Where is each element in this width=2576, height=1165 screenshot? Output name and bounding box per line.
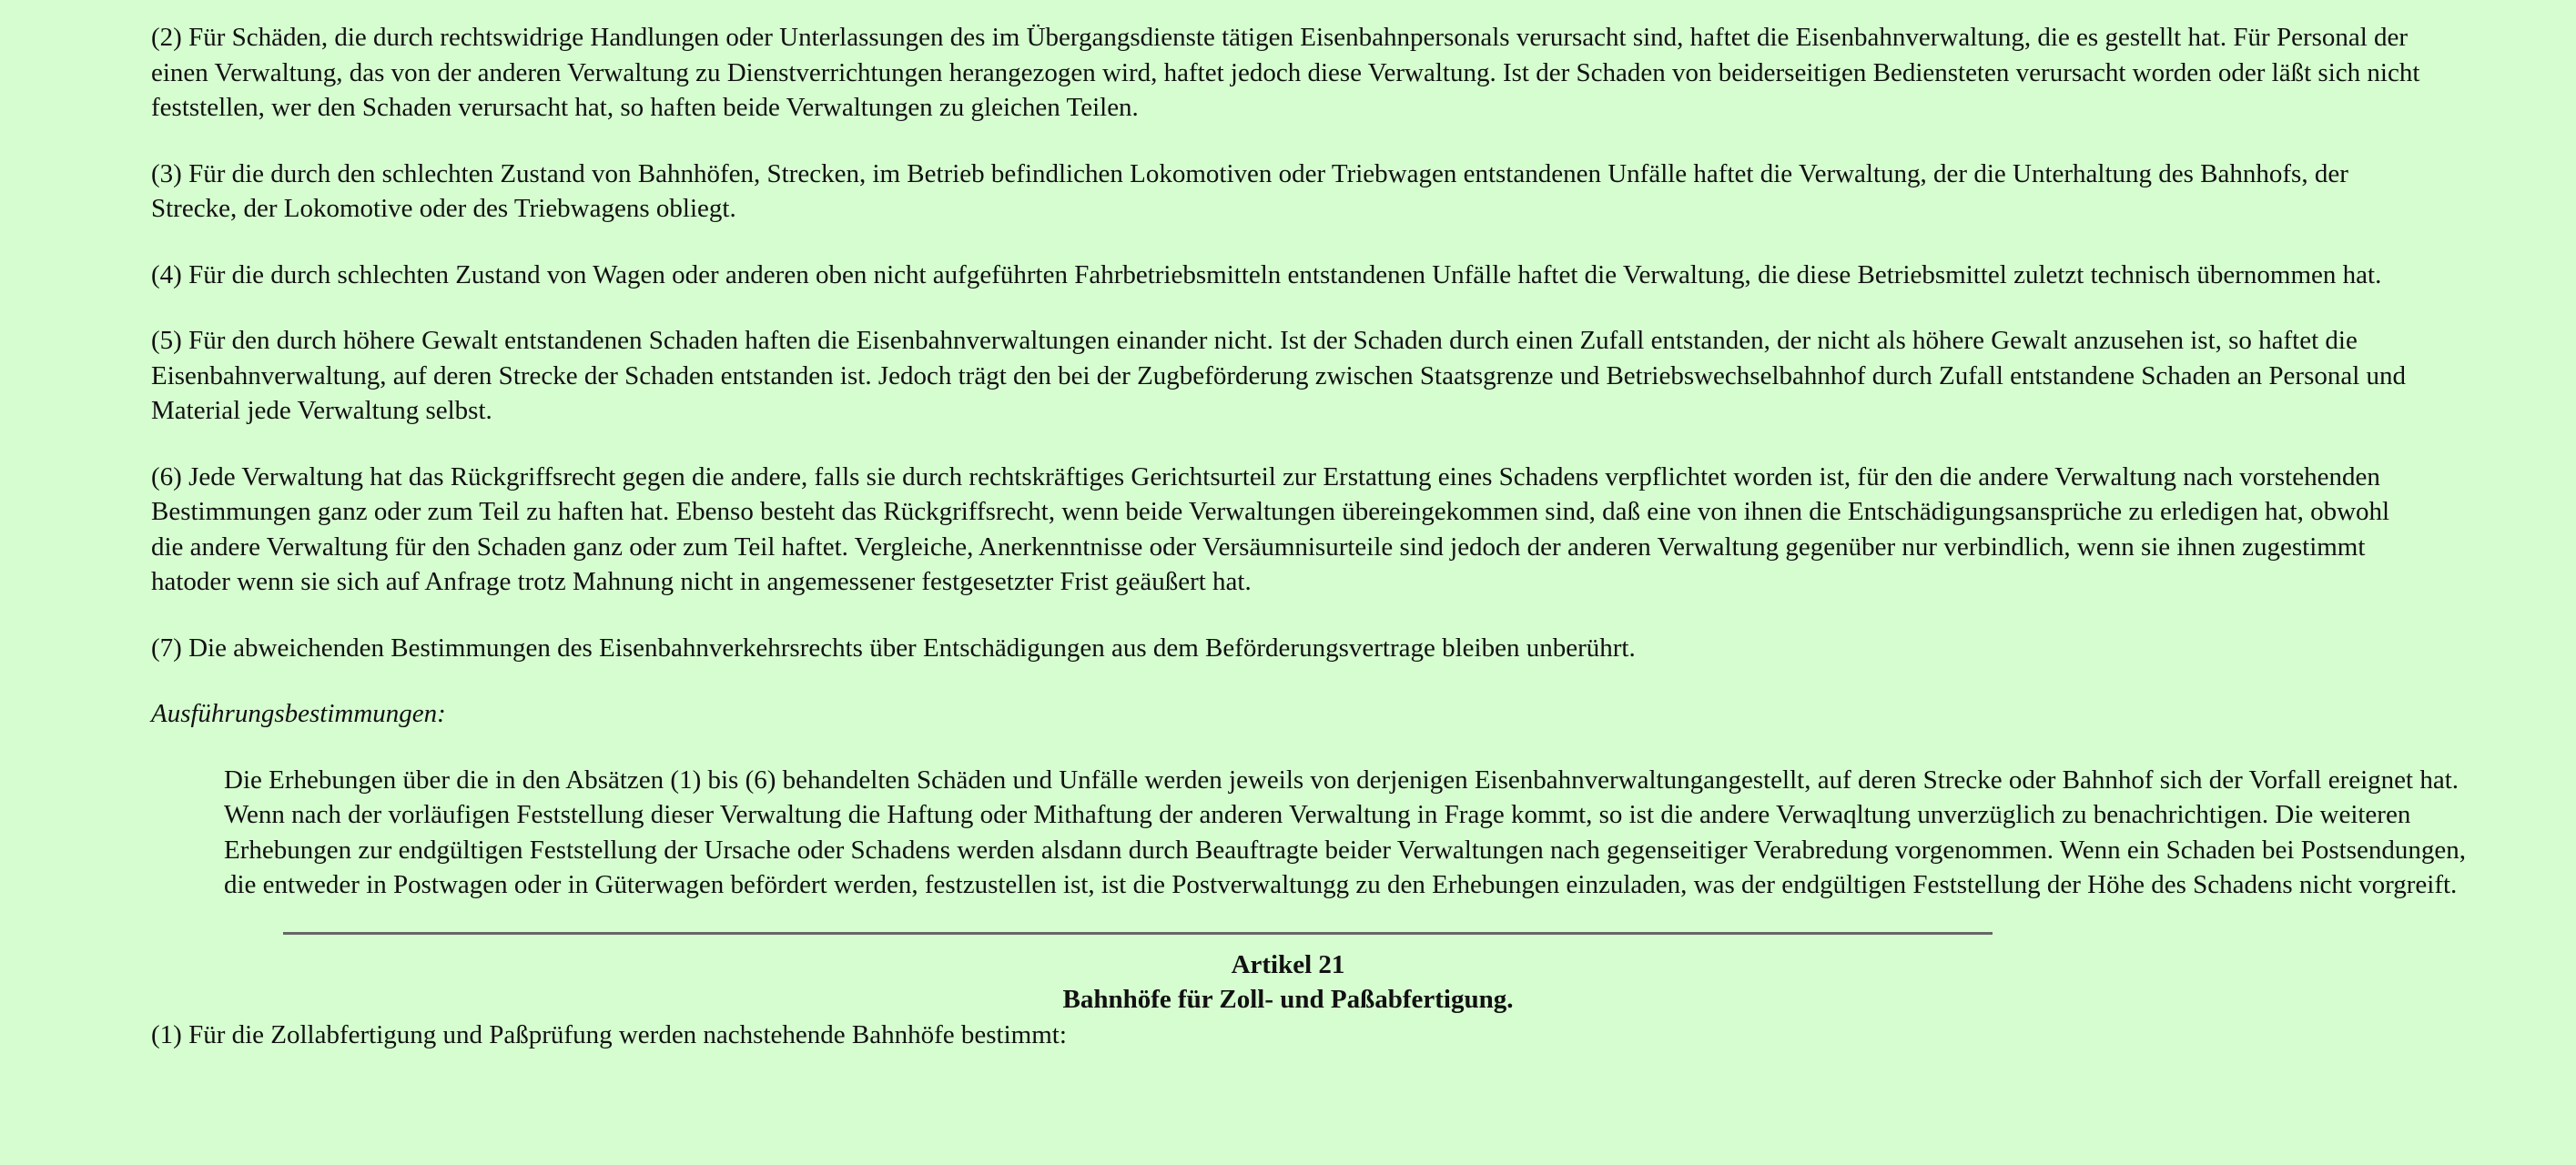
- paragraph-3: (3) Für die durch den schlechten Zustand von Bahnhöfen, Strecken, im Betrieb befindlichen Lokomotiven oder Triebwagen entstandenen Unfälle haftet die Verwaltung, der die Unterhaltung des Bahnhofs, der Strecke, der Lokomotive oder des Triebwagens obliegt.: [151, 158, 2348, 223]
- article-21-paragraph-1: (1) Für die Zollabfertigung und Paßprüfung werden nachstehende Bahnhöfe bestimmt:: [151, 1019, 1067, 1049]
- paragraph-4: (4) Für die durch schlechten Zustand von Wagen oder anderen oben nicht aufgeführten Fahrbetriebsmitteln entstandenen Unfälle haftet die Verwaltung, die diese Betriebsmittel zuletzt technisch übernommen hat.: [151, 259, 2382, 289]
- paragraph-5: (5) Für den durch höhere Gewalt entstandenen Schaden haften die Eisenbahnverwaltungen einander nicht. Ist der Schaden durch einen Zufall entstanden, der nicht als höhere Gewalt anzusehen ist, so haftet die Eisenbahnverwaltung, auf deren Strecke der Schaden entstanden ist. Jedoch trägt den bei der Zugbeförderung zwischen Staatsgrenze und Betriebswechselbahnhof durch Zufall entstandene Schaden an Personal und Material jede Verwaltung selbst.: [151, 326, 2407, 425]
- paragraph-7: (7) Die abweichenden Bestimmungen des Eisenbahnverkehrsrechts über Entschädigungen aus dem Beförderungsvertrage bleiben unberührt.: [151, 633, 1636, 663]
- article-title: Bahnhöfe für Zoll- und Paßabfertigung.: [1062, 985, 1514, 1014]
- ausfuehrungsbestimmungen-block: [224, 763, 2481, 903]
- section-divider: [283, 932, 1993, 935]
- ausfuehrungsbestimmungen-text: Die Erhebungen über die in den Absätzen (1) bis (6) behandelten Schäden und Unfälle werden jeweils von derjenigen Eisenbahnverwaltungangestellt, auf deren Strecke oder Bahnhof sich der Vorfall ereignet hat. Wenn nach der vorläufigen Feststellung dieser Verwaltung die Haftung oder Mithaftung der anderen Verwaltung in Frage kommt, so ist die andere Verwaqltung unverzüglich zu benachrichtigen. Die weiteren Erhebungen zur endgültigen Feststellung der Ursache oder Schadens werden alsdann durch Beauftragte beider Verwaltungen nach gegenseitiger Verabredung vorgenommen. Wenn ein Schaden bei Postsendungen, die entweder in Postwagen oder in Güterwagen befördert werden, festzustellen ist, ist die Postverwaltungg zu den Erhebungen einzuladen, was der endgültigen Feststellung der Höhe des Schadens nicht vorgreift.: [224, 765, 2466, 899]
- article-heading: [0, 947, 2576, 1018]
- paragraph-6: (6) Jede Verwaltung hat das Rückgriffsrecht gegen die andere, falls sie durch rechtskräftiges Gerichtsurteil zur Erstattung eines Schadens verpflichtet worden ist, für den die andere Verwaltung nach vorstehenden Bestimmungen ganz oder zum Teil zu haften hat. Ebenso besteht das Rückgriffsrecht, wenn beide Verwaltungen übereingekommen sind, daß eine von ihnen die Entschädigungsansprüche zu erledigen hat, obwohl die andere Verwaltung für den Schaden ganz oder zum Teil haftet. Vergleiche, Anerkenntnisse oder Versäumnisurteile sind jedoch der anderen Verwaltung gegenüber nur verbindlich, wenn sie ihnen zugestimmt hatoder wenn sie sich auf Anfrage trotz Mahnung nicht in angemessener festgesetzter Frist geäußert hat.: [151, 461, 2390, 596]
- article-number: Artikel 21: [1231, 949, 1345, 979]
- paragraph-2: (2) Für Schäden, die durch rechtswidrige Handlungen oder Unterlassungen des im Übergangsdienste tätigen Eisenbahnpersonals verursacht sind, haftet die Eisenbahnverwaltung, die es gestellt hat. Für Personal der einen Verwaltung, das von der anderen Verwaltung zu Dienstverrichtungen herangezogen wird, haftet jedoch diese Verwaltung. Ist der Schaden von beiderseitigen Bediensteten verursacht worden oder läßt sich nicht feststellen, wer den Schaden verursacht hat, so haften beide Verwaltungen zu gleichen Teilen.: [151, 23, 2420, 122]
- ausfuehrungsbestimmungen-heading: Ausführungsbestimmungen:: [151, 699, 446, 728]
